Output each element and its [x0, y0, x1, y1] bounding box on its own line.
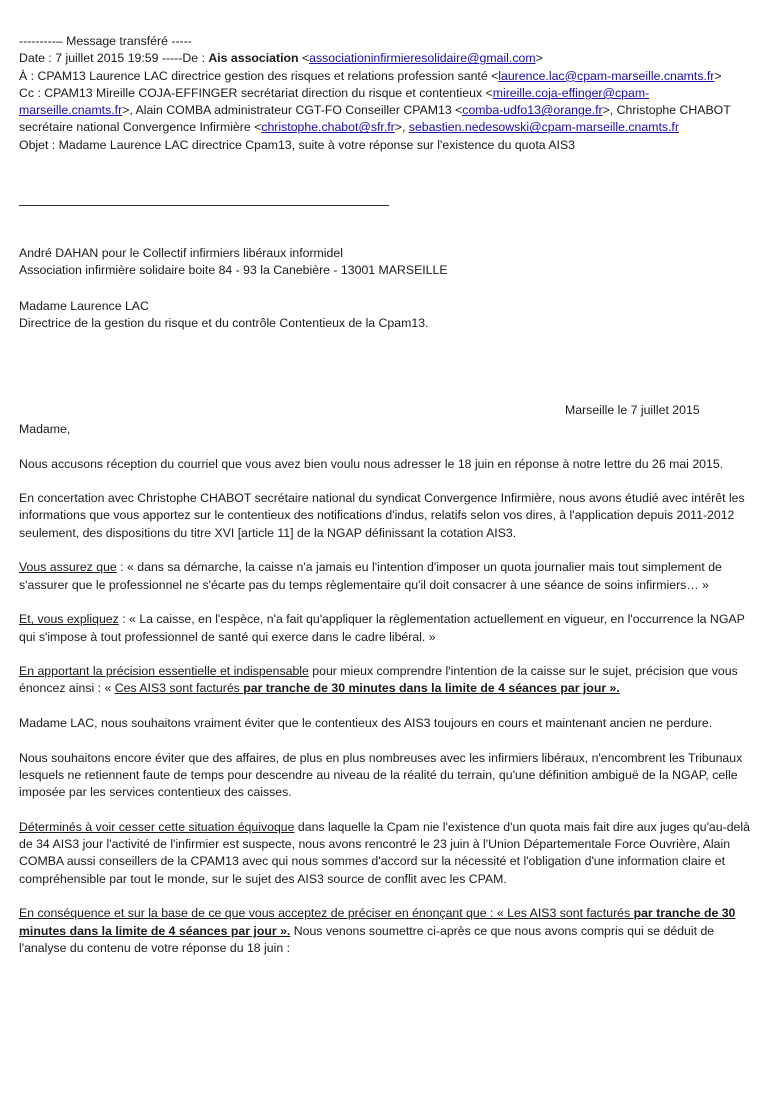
letter-body	[19, 421, 759, 957]
date-label: Date : 7 juillet 2015 19:59 -----De :	[19, 51, 205, 66]
forwarded-line: ---------– Message transféré -----	[19, 34, 192, 48]
to-email-link[interactable]: laurence.lac@cpam-marseille.cnamts.fr	[498, 68, 715, 83]
recipient-line-1: Madame Laurence LAC	[19, 299, 149, 313]
paragraph-3-text: : « dans sa démarche, la caisse n'a jamais eu l'intention d'imposer un quota journalier mais tout simplement de s'assurer que le professionnel ne s'écarte pas du temps règlementaire qu'il doit consacrer à une séance de soins infirmiers… »	[19, 560, 722, 592]
sender-line-2: Association infirmière solidaire boite 84 - 93 la Canebière - 13001 MARSEILLE	[19, 263, 448, 278]
paragraph-8	[19, 819, 759, 888]
paragraph-7: Nous souhaitons encore éviter que des affaires, de plus en plus nombreuses avec les infirmiers libéraux, n'encombrent les Tribunaux lesquels ne retiennent faute de temps pour descendre au niveau de la réalité du terrain, qu'une définition ambiguë de la NGAP, celle imposée par les services contentieux des caisses.	[19, 750, 743, 800]
cc-email-link-4[interactable]: sebastien.nedesowski@cpam-marseille.cnamts.fr	[408, 120, 679, 135]
paragraph-8-text: dans laquelle la Cpam nie l'existence d'un quota mais fait dire aux juges qu'au-delà de 34 AIS3 jour l'activité de l'infirmier est suspecte, nous avons rencontré le 23 juin à l'Union Départementale Force Ouvrière, Alain COMBA aussi conseillers de la CPAM13 avec qui nous sommes d'accord sur la nécessité et l'obligation d'une information claire et compréhensible par tout le monde, sur le sujet des AIS3 source de conflit avec les CPAM.	[19, 819, 750, 886]
paragraph-4-lead: Et, vous expliquez	[19, 612, 119, 627]
paragraph-9-bold: par tranche de 30 minutes dans la limite de 4 séances par jour ».	[19, 906, 736, 938]
cc-line	[19, 85, 759, 137]
paragraph-4-text: : « La caisse, en l'espèce, n'a fait qu'appliquer la règlementation actuellement en vigueur, en l'occurrence la NGAP qui s'impose à tout professionnel de santé qui exerce dans le cadre libéral. »	[19, 612, 745, 644]
cc-text-2: >, Alain COMBA administrateur CGT-FO Conseiller CPAM13 <	[122, 103, 463, 118]
cc-email-link-1[interactable]: mireille.coja-effinger@cpam-marseille.cnamts.fr	[19, 85, 650, 118]
paragraph-3-lead: Vous assurez que	[19, 560, 117, 575]
paragraph-1: Nous accusons réception du courriel que vous avez bien voulu nous adresser le 18 juin en réponse à notre lettre du 26 mai 2015.	[19, 456, 724, 471]
paragraph-5-lead: En apportant la précision essentielle et indispensable	[19, 664, 309, 679]
header-divider	[19, 205, 389, 206]
paragraph-5-quote-a: Ces AIS3 sont facturés	[114, 681, 244, 696]
cc-email-link-2[interactable]: comba-udfo13@orange.fr	[462, 103, 603, 118]
recipient-line-2: Directrice de la gestion du risque et du contrôle Contentieux de la Cpam13.	[19, 316, 429, 331]
from-email-link[interactable]: associationinfirmieresolidaire@gmail.com	[309, 51, 536, 66]
paragraph-9-lead: En conséquence et sur la base de ce que vous acceptez de préciser en énonçant que : « Les AIS3 sont facturés	[19, 906, 634, 921]
paragraph-5-text: pour mieux comprendre l'intention de la caisse sur le sujet, précision que vous énoncez ainsi : «	[19, 664, 738, 696]
paragraph-9	[19, 905, 759, 957]
paragraph-2: En concertation avec Christophe CHABOT secrétaire national du syndicat Convergence Infirmière, nous avons étudié avec intérêt les informations que vous apportez sur le contentieux des notifications d'indus, relatifs selon vos dires, à l'application depuis 2011-2012 seulement, des dispositions du titre XVI [article 11] de la NGAP définissant la cotation AIS3.	[19, 491, 745, 540]
paragraph-8-lead: Déterminés à voir cesser cette situation équivoque	[19, 819, 295, 834]
sender-block	[19, 245, 759, 280]
cc-label: Cc : CPAM13 Mireille COJA-EFFINGER secrétariat direction du risque et contentieux <	[19, 85, 493, 100]
cc-text-3: >, Christophe CHABOT secrétaire national Convergence Infirmière <	[19, 103, 731, 135]
to-label: À : CPAM13 Laurence LAC directrice gestion des risques et relations profession santé <	[19, 68, 499, 83]
to-line: À : CPAM13 Laurence LAC directrice gestion des risques et relations profession santé <laurence.lac@cpam-marseille.cnamts.fr>	[19, 68, 722, 83]
paragraph-5-quote-b: par tranche de 30 minutes dans la limite de 4 séances par jour ».	[243, 681, 620, 696]
cc-text-4: >,	[394, 120, 409, 135]
email-header	[19, 33, 759, 154]
from-name: Ais association	[208, 51, 299, 66]
salutation: Madame,	[19, 422, 71, 436]
sender-line-1: André DAHAN pour le Collectif infirmiers libéraux informidel	[19, 246, 343, 260]
cc-email-link-3[interactable]: christophe.chabot@sfr.fr	[261, 120, 395, 135]
place-date: Marseille le 7 juillet 2015	[565, 403, 700, 417]
paragraph-3	[19, 559, 759, 594]
subject-line: Objet : Madame Laurence LAC directrice Cpam13, suite à votre réponse sur l'existence du quota AIS3	[19, 137, 576, 152]
from-line: Date : 7 juillet 2015 19:59 -----De : Ais association <associationinfirmieresolidaire@gmail.com>	[19, 51, 543, 66]
paragraph-4	[19, 611, 759, 646]
paragraph-6: Madame LAC, nous souhaitons vraiment éviter que le contentieux des AIS3 toujours en cours et maintenant ancien ne perdure.	[19, 716, 713, 731]
recipient-block	[19, 298, 759, 333]
paragraph-9-text: Nous venons soumettre ci-après ce que nous avons compris qui se déduit de l'analyse du contenu de votre réponse du 18 juin :	[19, 923, 715, 955]
paragraph-5	[19, 663, 759, 698]
